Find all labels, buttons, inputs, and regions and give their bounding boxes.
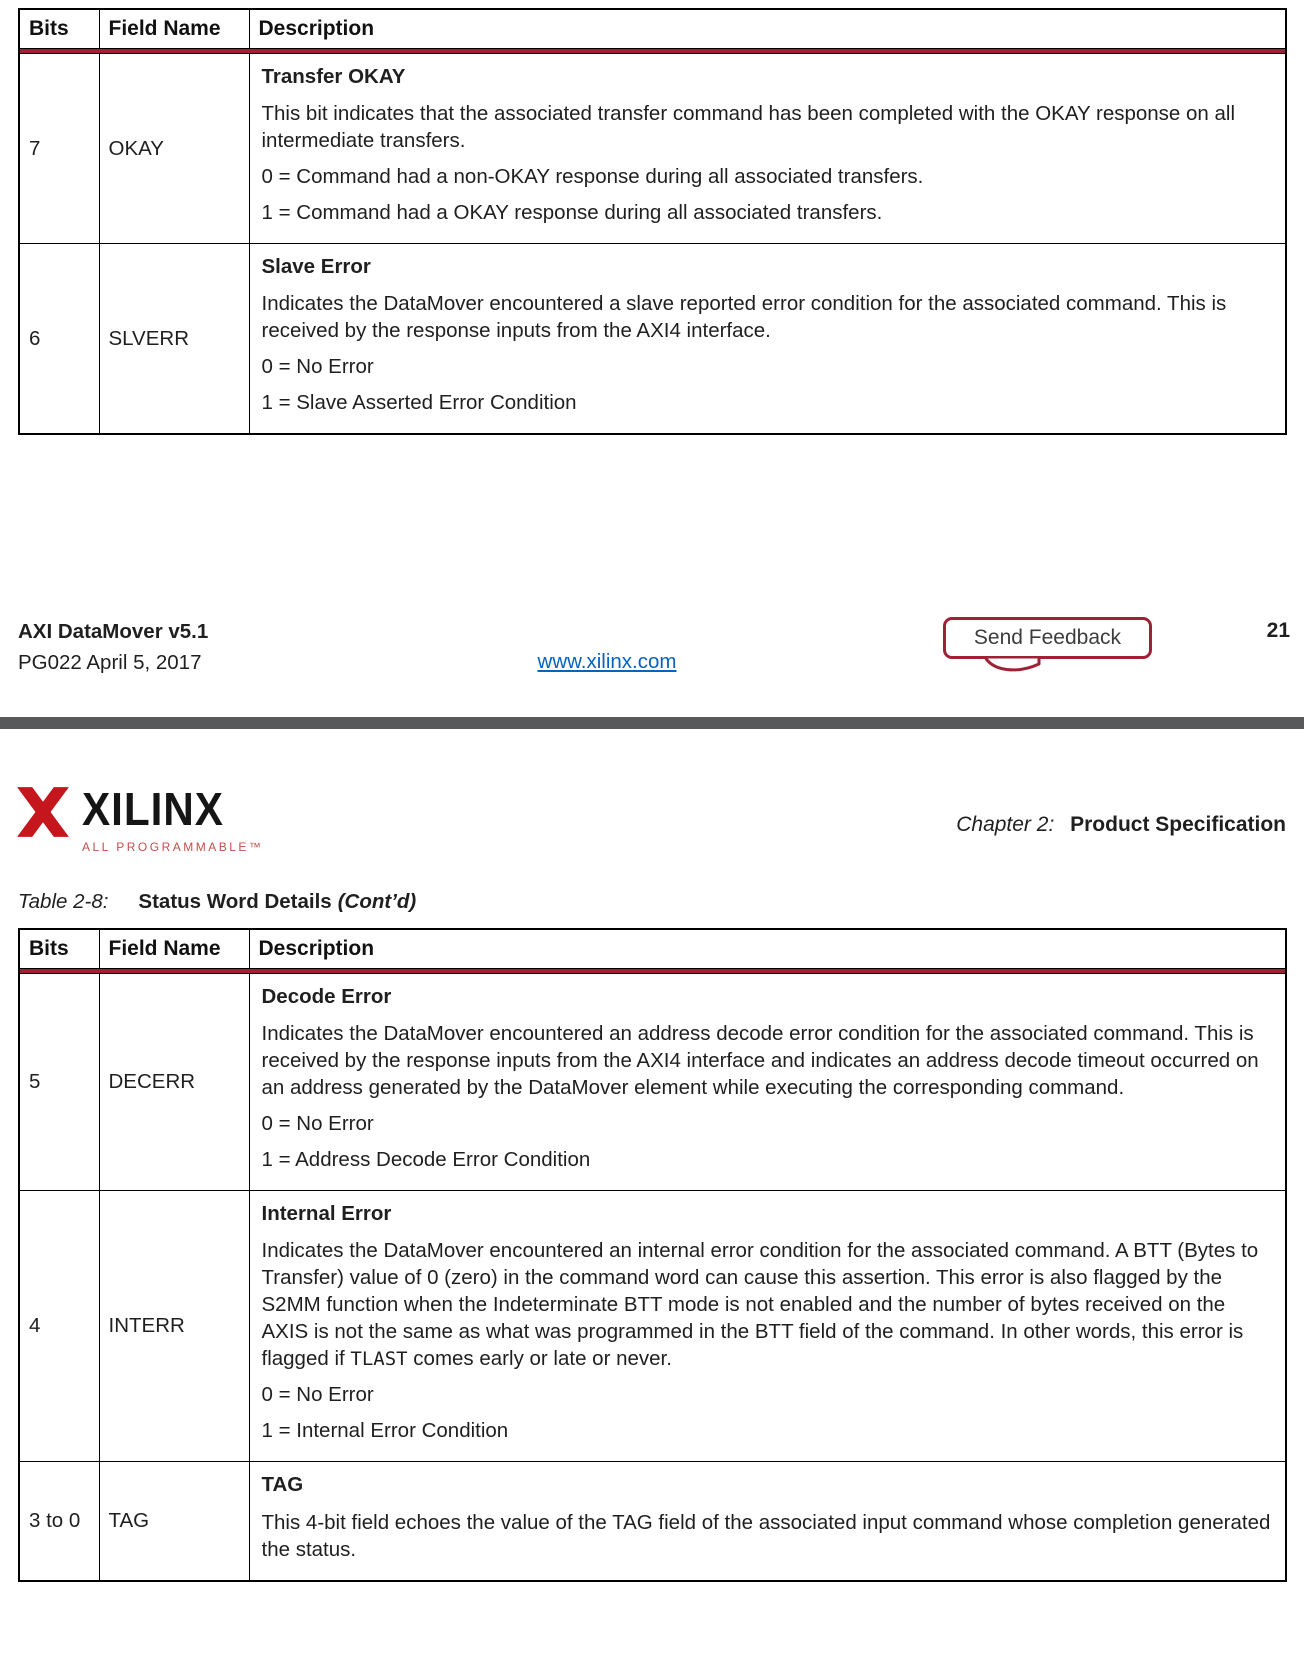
header-field-name: Field Name <box>99 929 249 969</box>
page2 <box>0 729 1304 1581</box>
header-bits: Bits <box>19 9 99 49</box>
description-paragraph <box>262 1237 1274 1372</box>
logo-brand-text: XILINX <box>82 783 224 836</box>
page1 <box>0 0 1304 703</box>
description-cell <box>249 54 1286 244</box>
page2-header <box>0 729 1304 853</box>
bits-cell: 6 <box>19 244 99 435</box>
description-paragraph: 0 = No Error <box>261 1383 374 1407</box>
description-paragraph: 1 = Internal Error Condition <box>261 1419 509 1443</box>
description-paragraph: 0 = Command had a non-OKAY response during all associated transfers. <box>261 165 924 189</box>
field-name-cell: INTERR <box>99 1191 249 1462</box>
chapter-label: Chapter 2: <box>956 813 1055 837</box>
description-paragraph: Indicates the DataMover encountered a slave reported error condition for the associated command. This is received by the response inputs from the AXI4 interface. <box>261 292 1227 343</box>
table-caption-number: Table 2-8: <box>18 889 109 913</box>
field-name-cell: TAG <box>99 1462 249 1581</box>
description-title: Decode Error <box>261 984 392 1008</box>
header-description: Description <box>249 9 1286 49</box>
doc-reference: PG022 April 5, 2017 <box>18 651 202 675</box>
xilinx-logo <box>16 785 263 853</box>
page-break-divider <box>0 717 1304 729</box>
header-description: Description <box>249 929 1286 969</box>
table-row-slverr <box>19 244 1286 435</box>
field-name-cell: DECERR <box>99 973 249 1190</box>
description-title: Transfer OKAY <box>261 65 406 88</box>
table-header-row <box>19 9 1286 49</box>
field-name-cell: OKAY <box>99 54 249 244</box>
description-paragraph: 1 = Slave Asserted Error Condition <box>261 391 577 415</box>
description-title: TAG <box>261 1473 304 1497</box>
table-caption <box>0 890 1304 914</box>
table-caption-title: Status Word Details <box>138 889 332 913</box>
page-number: 21 <box>1266 619 1290 643</box>
bits-cell: 7 <box>19 54 99 244</box>
paragraph-text: comes early or late or never. <box>407 1347 672 1371</box>
description-cell <box>249 973 1286 1190</box>
description-paragraph: 0 = No Error <box>261 1111 374 1135</box>
description-cell <box>249 244 1286 435</box>
page-footer <box>0 617 1304 703</box>
description-paragraph: This 4-bit field echoes the value of the TAG field of the associated input command whose completion generated the status. <box>261 1510 1271 1561</box>
field-name-cell: SLVERR <box>99 244 249 435</box>
description-paragraph: This bit indicates that the associated transfer command has been completed with the OKAY response on all intermediate transfers. <box>261 102 1236 153</box>
description-paragraph: 1 = Address Decode Error Condition <box>261 1148 591 1171</box>
status-word-table-top <box>18 8 1287 435</box>
table-caption-contd: (Cont’d) <box>337 889 417 913</box>
description-cell <box>249 1462 1286 1581</box>
description-title: Slave Error <box>261 255 371 279</box>
header-field-name: Field Name <box>99 9 249 49</box>
description-paragraph: Indicates the DataMover encountered an address decode error condition for the associated command. This is received by the response inputs from the AXI4 interface and indicates an address decode timeout occurred on an address generated by the DataMover element while executing the corresponding command. <box>261 1021 1259 1099</box>
bits-cell: 4 <box>19 1191 99 1462</box>
table-header-row <box>19 929 1286 969</box>
table-row-tag <box>19 1462 1286 1581</box>
bits-cell: 5 <box>19 973 99 1190</box>
code-token-tlast: TLAST <box>350 1348 408 1371</box>
paragraph-text: Indicates the DataMover encountered an internal error condition for the associated command. A BTT (Bytes to Transfer) value of 0 (zero) in the command word can cause this assertion. This error is also flagged by the S2MM function when the Indeterminate BTT mode is not enabled and the number of bytes received on the AXIS is not the same as what was programmed in the BTT field of the command. In other words, this error is flagged if <box>261 1239 1259 1371</box>
description-title: Internal Error <box>261 1202 392 1226</box>
doc-title: AXI DataMover v5.1 <box>18 620 209 644</box>
bits-cell: 3 to 0 <box>19 1462 99 1581</box>
send-feedback-container <box>943 617 1152 676</box>
header-bits: Bits <box>19 929 99 969</box>
chapter-title: Product Specification <box>1070 813 1286 837</box>
description-cell <box>249 1191 1286 1462</box>
xilinx-website-link[interactable]: www.xilinx.com <box>537 650 677 674</box>
table-row-interr <box>19 1191 1286 1462</box>
feedback-bubble-tail-icon <box>981 656 1045 676</box>
logo-tagline: ALL PROGRAMMABLE™ <box>82 839 264 854</box>
chapter-heading <box>956 813 1286 837</box>
table-row-decerr <box>19 973 1286 1190</box>
xilinx-x-logo-icon <box>16 785 70 839</box>
description-paragraph: 1 = Command had a OKAY response during all associated transfers. <box>261 201 883 225</box>
description-paragraph: 0 = No Error <box>261 355 374 379</box>
table-row-okay <box>19 54 1286 244</box>
send-feedback-button[interactable]: Send Feedback <box>943 617 1152 659</box>
status-word-table-contd <box>18 928 1287 1582</box>
